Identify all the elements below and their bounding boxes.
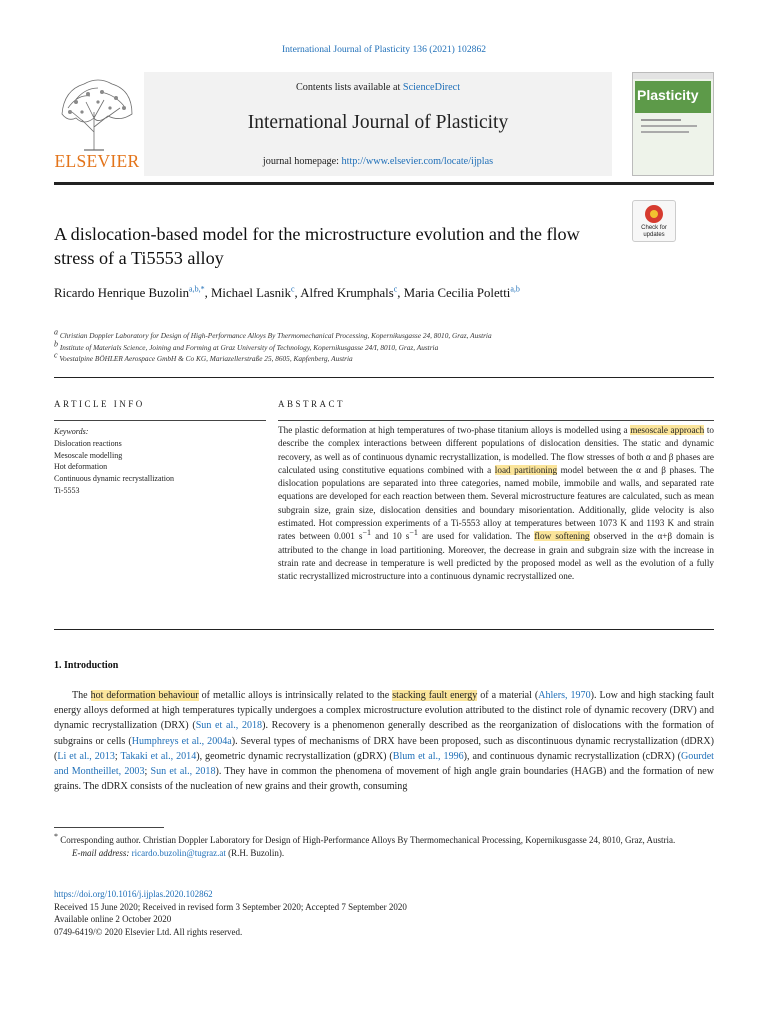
abstract-body <box>278 424 714 584</box>
footnote-text: Corresponding author. Christian Doppler Laboratory for Design of High-Performance Alloys By Thermomechanical Processing, Kopernikusgasse 24, 8010, Graz, Austria. <box>58 835 676 845</box>
highlighted-text[interactable]: stacking fault energy <box>392 690 478 701</box>
abstract-text: and 10 s <box>371 531 410 542</box>
keyword-item: Continuous dynamic recrystallization <box>54 474 174 484</box>
author-affiliation-mark[interactable]: a,b,* <box>189 284 205 294</box>
author-list: Ricardo Henrique Buzolin$^{a,b,*}$, Michael Lasnik$^c$, Alfred Krumphals$^c$, Maria Cecilia Poletti$^{a,b}$ <box>54 284 520 300</box>
doi-link[interactable]: https://doi.org/10.1016/j.ijplas.2020.102862 <box>54 889 213 899</box>
check-updates-icon <box>645 205 663 223</box>
email-note <box>54 847 714 860</box>
affiliation-text: Institute of Materials Science, Joining and Forming at Graz University of Technology, Kopernikusgasse 24/I, 8010, Graz, Austria <box>59 342 439 352</box>
abstract-text: are used for validation. The <box>417 531 535 542</box>
masthead <box>54 72 714 176</box>
body-text: of a material ( <box>477 690 539 701</box>
keyword-item: Dislocation reactions <box>54 438 122 448</box>
sciencedirect-link[interactable]: ScienceDirect <box>402 82 461 93</box>
body-text: ), and continuous dynamic recrystallization (cDRX) ( <box>463 750 682 762</box>
body-text: ; <box>114 750 121 762</box>
citation-link[interactable]: Takaki et al., 2014 <box>120 750 197 762</box>
abstract-text: The plastic deformation at high temperatures of two-phase titanium alloys is modelled using a <box>278 425 631 435</box>
affiliation-item <box>54 339 714 354</box>
affiliation-text: Voestalpine BÖHLER Aerospace GmbH & Co KG, Mariazellerstraße 25, 8605, Kapfenberg, Austria <box>59 354 353 363</box>
online-date: Available online 2 October 2020 <box>54 914 172 925</box>
article-history: Received 15 June 2020; Received in revised form 3 September 2020; Accepted 7 September 2020 <box>54 901 407 912</box>
section-rule <box>54 377 714 378</box>
abstract-heading: ABSTRACT <box>278 399 346 409</box>
email-label: E-mail address: <box>72 848 130 859</box>
author-affiliation-mark[interactable]: c <box>290 284 295 294</box>
superscript: −1 <box>409 528 418 538</box>
homepage-line <box>144 156 612 167</box>
homepage-prefix: journal homepage: <box>262 156 342 167</box>
author-affiliation-mark[interactable]: c <box>393 284 398 294</box>
author-name[interactable]: Alfred Krumphals <box>300 286 394 300</box>
affiliation-mark: b <box>54 339 58 349</box>
keywords-label: Keywords: <box>54 427 89 436</box>
abstract-text: to describe the complex interactions between different populations of dislocation densities. The static and dynamic recovery, as well as of continuous dynamic recrystallization, is modelled. The flow stresses of both α and β phases are calculated using constitutive equations combined with a <box>278 425 714 475</box>
abstract-text: model between the α and β phases. The dislocation populations are separated into three categories, named mobile, immobile and walls, and separated rate equations are developed for each reaction between them. Several microstructure features are calculated, such as mean subgrain size, grain size, dislocation densities and boundary misorientation. Additionally, glide velocity is also estimated. Hot compression experiments of a Ti-5553 alloy at temperatures between 1073 K and 1193 K and strain rates between 0.001 s <box>278 464 714 542</box>
corresponding-author-note <box>54 834 714 847</box>
abstract-rule <box>278 420 714 421</box>
affiliation-item <box>54 327 714 342</box>
footnote-mark: * <box>54 832 58 841</box>
journal-citation-link[interactable]: International Journal of Plasticity 136 (2021) 102862 <box>281 44 487 55</box>
cover-title: Plasticity <box>637 87 699 103</box>
article-metadata <box>54 888 714 938</box>
keywords-block <box>54 426 266 497</box>
contents-prefix: Contents lists available at <box>295 82 403 93</box>
contents-line <box>144 82 612 93</box>
copyright-notice: 0749-6419/© 2020 Elsevier Ltd. All rights reserved. <box>54 926 243 937</box>
journal-cover-image <box>632 72 714 176</box>
body-text: ). Several types of mechanisms of DRX have been proposed, such as discontinuous dynamic recrystallization (dDRX) ( <box>54 735 714 762</box>
header-rule <box>54 182 714 185</box>
affiliation-text: Christian Doppler Laboratory for Design of High-Performance Alloys By Thermomechanical Processing, Kopernikusgasse 24, 8010, Graz, Austria <box>59 331 492 340</box>
body-text: ; <box>144 766 151 778</box>
body-text: The <box>72 690 91 701</box>
abstract-text: observed in the α+β domain is attributed to the change in load partitioning. Moreover, the decrease in grain and subgrain size with the increase in strain rate and decrease in temperature is well predicted by the proposed model as well as the evolution of a fully static recrystallized microstructure into a continuous dynamic recrystallized one. <box>278 531 714 582</box>
elsevier-tree-icon <box>54 72 140 152</box>
citation-link[interactable]: Li et al., 2013 <box>57 750 115 762</box>
superscript: −1 <box>362 528 372 538</box>
footnote-rule <box>54 827 164 828</box>
body-text: ). Recovery is a phenomenon generally described as the reorganization of dislocations with the formation of subgrains or cells ( <box>54 720 714 747</box>
citation-link[interactable]: Sun et al., 2018 <box>195 720 263 732</box>
citation-link[interactable]: Ahlers, 1970 <box>538 690 591 701</box>
keyword-item: Hot deformation <box>54 462 108 472</box>
author-name[interactable]: Michael Lasnik <box>211 286 291 300</box>
highlighted-text[interactable]: flow softening <box>534 531 590 542</box>
body-text: ), geometric dynamic recrystallization (gDRX) ( <box>196 750 393 762</box>
article-info-rule <box>54 420 266 421</box>
author-name[interactable]: Ricardo Henrique Buzolin <box>54 286 190 300</box>
affiliation-mark: c <box>54 350 58 360</box>
introduction-body <box>54 688 714 794</box>
journal-title: International Journal of Plasticity <box>247 112 509 133</box>
highlighted-text[interactable]: mesoscale approach <box>630 425 705 435</box>
footnote-text: (R.H. Buzolin). <box>225 848 285 859</box>
affiliation-list <box>54 327 714 365</box>
article-info-heading: ARTICLE INFO <box>54 399 145 409</box>
highlighted-text[interactable]: hot deformation behaviour <box>90 690 199 701</box>
article-title: A dislocation-based model for the microstructure evolution and the flow stress of a Ti5553 alloy <box>54 224 580 268</box>
elsevier-wordmark: ELSEVIER <box>54 151 140 171</box>
keyword-item: Mesoscale modelling <box>54 450 123 460</box>
citation-link[interactable]: Blum et al., 1996 <box>392 750 464 762</box>
body-text: of metallic alloys is intrinsically related to the <box>198 690 393 701</box>
check-updates-label: Check for updates <box>641 225 667 238</box>
body-text: ). They have in common the phenomena of movement of high angle grain boundaries (HAGB) and the formation of new grains. The dDRX consists of the nucleation of new grains and their growth, consuming <box>54 766 714 793</box>
author-name[interactable]: Maria Cecilia Poletti <box>403 286 511 300</box>
journal-homepage-link[interactable]: http://www.elsevier.com/locate/ijplas <box>341 156 494 167</box>
author-affiliation-mark[interactable]: a,b <box>510 284 520 294</box>
affiliation-mark: a <box>54 327 58 337</box>
highlighted-text[interactable]: load partitioning <box>494 464 558 475</box>
elsevier-logo <box>54 72 140 176</box>
body-text: ). Low and high stacking fault energy alloys deformed at high temperatures typically undergoes a complex microstructure evolution attributed to the distinct role of dynamic recovery (DRV) and dynamic recrystallization (DRX) ( <box>54 690 715 732</box>
affiliation-item <box>54 350 714 365</box>
author-email-link[interactable]: ricardo.buzolin@tugraz.at <box>131 848 226 859</box>
introduction-paragraph <box>54 688 714 794</box>
abstract-bottom-rule <box>54 629 714 630</box>
introduction-heading: 1. Introduction <box>54 660 119 671</box>
citation-link[interactable]: Sun et al., 2018 <box>150 766 216 778</box>
check-for-updates-button[interactable] <box>632 200 676 242</box>
journal-header-panel <box>144 72 612 176</box>
footnotes <box>54 834 714 860</box>
keyword-item: Ti-5553 <box>54 485 80 495</box>
citation-link[interactable]: Gourdet and Montheillet, 2003 <box>54 750 714 778</box>
citation-link[interactable]: Humphreys et al., 2004a <box>131 735 232 747</box>
